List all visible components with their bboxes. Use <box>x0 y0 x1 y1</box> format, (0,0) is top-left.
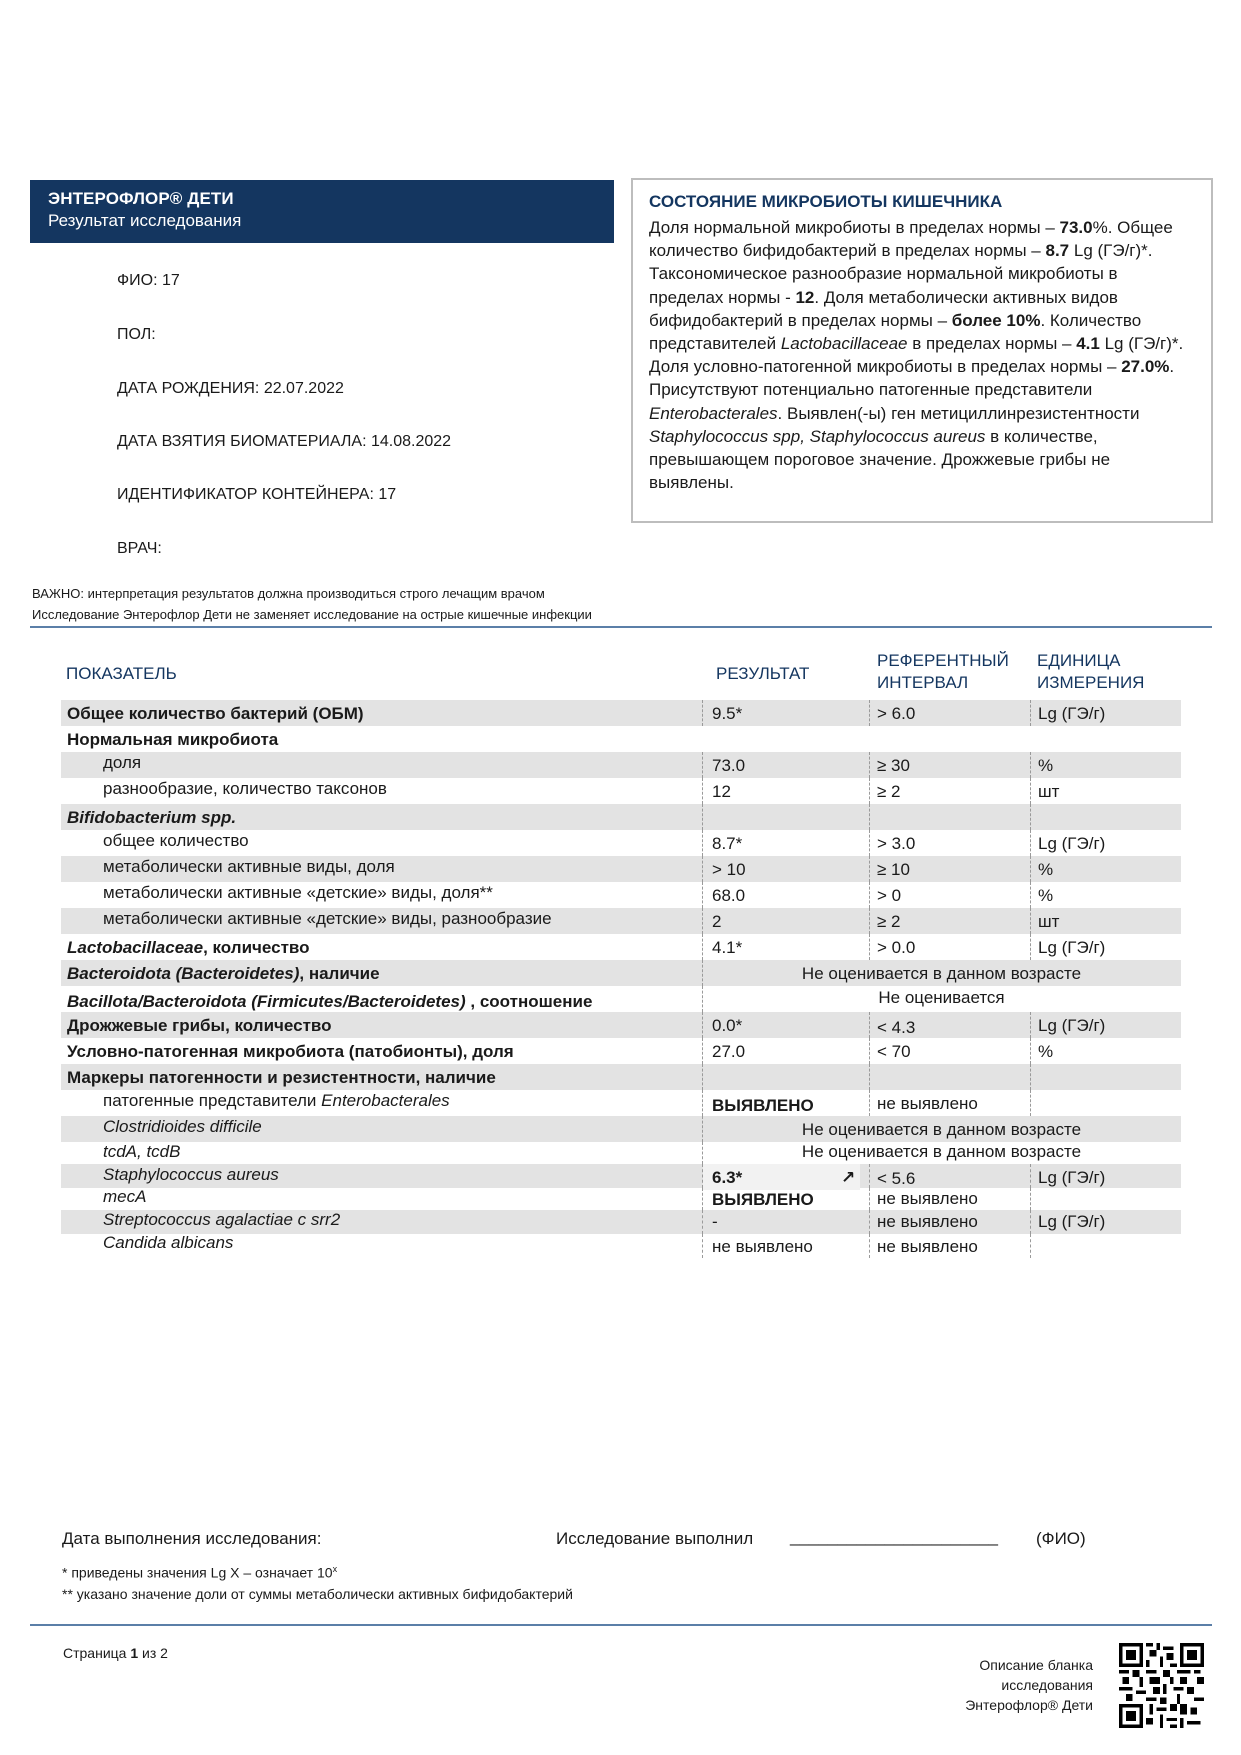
bottom-divider <box>30 1624 1212 1626</box>
table-row: Нормальная микробиота <box>67 730 279 749</box>
signature-line: ______________________ <box>790 1527 999 1546</box>
table-row: Streptococcus agalactiae c srr2 - не выявлено Lg (ГЭ/г) <box>61 1210 1181 1234</box>
arrow-up-right-icon: ↗ <box>841 1168 856 1187</box>
container-id: ИДЕНТИФИКАТОР КОНТЕЙНЕРА: 17 <box>117 486 397 503</box>
table-row: Bifidobacterium spp. <box>61 804 1181 830</box>
row-name: Bacillota/Bacteroidota (Firmicutes/Bacteroidetes) , соотношение <box>67 992 593 1011</box>
important-notice: ВАЖНО: интерпретация результатов должна производиться строго лечащим врачом <box>32 586 545 601</box>
microbiota-summary <box>631 178 1213 523</box>
completion-date-label: Дата выполнения исследования: <box>62 1529 322 1548</box>
col-header-indicator: ПОКАЗАТЕЛЬ <box>66 664 177 683</box>
summary-title: СОСТОЯНИЕ МИКРОБИОТЫ КИШЕЧНИКА <box>649 192 1003 211</box>
table-row: Candida albicans не выявлено не выявлено <box>61 1234 1181 1258</box>
table-row: Маркеры патогенности и резистентности, наличие <box>61 1064 1181 1090</box>
sample-date: ДАТА ВЗЯТИЯ БИОМАТЕРИАЛА: 14.08.2022 <box>117 433 452 450</box>
col-header-result: РЕЗУЛЬТАТ <box>716 664 810 683</box>
summary-text: Доля нормальной микробиоты в пределах нормы – 73.0%. Общее количество бифидобактерий в пределах нормы – 8.7 Lg (ГЭ/г)*. Таксономическое разнообразие нормальной микробиоты в пределах нормы - 12. Доля метаболически активных видов бифидобактерий в пределах нормы – более 10%. Количество представителей Lactobacillaceae в пределах нормы – 4.1 Lg (ГЭ/г)*. Доля условно-патогенной микробиоты в пределах нормы – 27.0%. Присутствуют потенциально патогенные представители Enterobacterales. Выявлен(-ы) ген метициллинрезистентности Staphylococcus spp, Staphylococcus aureus в количестве, превышающем пороговое значение. Дрожжевые грибы не выявлены. <box>649 218 1184 493</box>
qr-code-icon[interactable] <box>1119 1643 1204 1728</box>
doctor: ВРАЧ: <box>117 540 162 557</box>
performed-by-label: Исследование выполнил <box>556 1529 754 1548</box>
table-row: Условно-патогенная микробиота (патобионты), доля 27.0 < 70 % <box>61 1038 1181 1064</box>
footnote-lg: * приведены значения Lg X – означает 10$^x$ <box>62 1564 338 1581</box>
table-row: mecA ВЫЯВЛЕНО не выявлено <box>61 1188 1181 1210</box>
table-row: общее количество 8.7* > 3.0 Lg (ГЭ/г) <box>61 830 1181 856</box>
table-row: Clostridioides difficile Не оценивается в данном возрасте <box>61 1116 1181 1142</box>
table-row: Lactobacillaceae, количество 4.1* > 0.0 Lg (ГЭ/г) <box>61 934 1181 960</box>
table-row: Bacteroidota (Bacteroidetes), наличие Не оценивается в данном возрасте <box>61 960 1181 986</box>
patient-fio: ФИО: 17 <box>117 272 180 289</box>
table-row: Общее количество бактерий (ОБМ) 9.5* > 6.0 Lg (ГЭ/г) <box>61 700 1181 726</box>
patient-birth-date: ДАТА РОЖДЕНИЯ: 22.07.2022 <box>117 380 344 397</box>
table-row: патогенные представители Enterobacterales ВЫЯВЛЕНО не выявлено <box>61 1090 1181 1116</box>
table-row: метаболически активные «детские» виды, доля** 68.0 > 0 % <box>61 882 1181 908</box>
fio-label: (ФИО) <box>1036 1529 1086 1548</box>
col-header-reference: РЕФЕРЕНТНЫЙ ИНТЕРВАЛ <box>877 651 1009 692</box>
table-row: метаболически активные виды, доля > 10 ≥ 10 % <box>61 856 1181 882</box>
table-row: метаболически активные «детские» виды, разнообразие 2 ≥ 2 шт <box>61 908 1181 934</box>
table-row: tcdA, tcdB Не оценивается в данном возрасте <box>61 1142 1181 1164</box>
footnote-share: ** указано значение доли от суммы метаболически активных бифидобактерий <box>62 1586 573 1602</box>
qr-caption: Описание бланка исследования Энтерофлор® Дети <box>965 1657 1093 1713</box>
top-divider <box>30 626 1212 628</box>
report-subtitle: Результат исследования <box>48 211 242 230</box>
table-row: Bacillota/Bacteroidota (Firmicutes/Bacteroidetes) , соотношение Не оценивается <box>61 986 1181 1012</box>
table-row: Staphylococcus aureus 6.3* ↗ < 5.6 Lg (ГЭ/г) <box>61 1164 1181 1188</box>
report-title: ЭНТЕРОФЛОР® ДЕТИ <box>48 189 234 208</box>
disclaimer-notice: Исследование Энтерофлор Дети не заменяет исследование на острые кишечные инфекции <box>32 607 592 622</box>
row-name: патогенные представители Enterobacterales <box>103 1091 450 1110</box>
table-row: доля 73.0 ≥ 30 % <box>61 752 1181 778</box>
table-row: Дрожжевые грибы, количество 0.0* < 4.3 Lg (ГЭ/г) <box>61 1012 1181 1038</box>
page-number: Страница 1 из 2 <box>63 1645 168 1661</box>
row-name: Bacteroidota (Bacteroidetes), наличие <box>67 964 380 983</box>
row-name: Lactobacillaceae, количество <box>67 938 310 957</box>
patient-sex: ПОЛ: <box>117 326 156 343</box>
table-row: разнообразие, количество таксонов 12 ≥ 2 шт <box>61 778 1181 804</box>
col-header-unit: ЕДИНИЦА ИЗМЕРЕНИЯ <box>1037 651 1145 692</box>
report-header <box>30 180 614 243</box>
